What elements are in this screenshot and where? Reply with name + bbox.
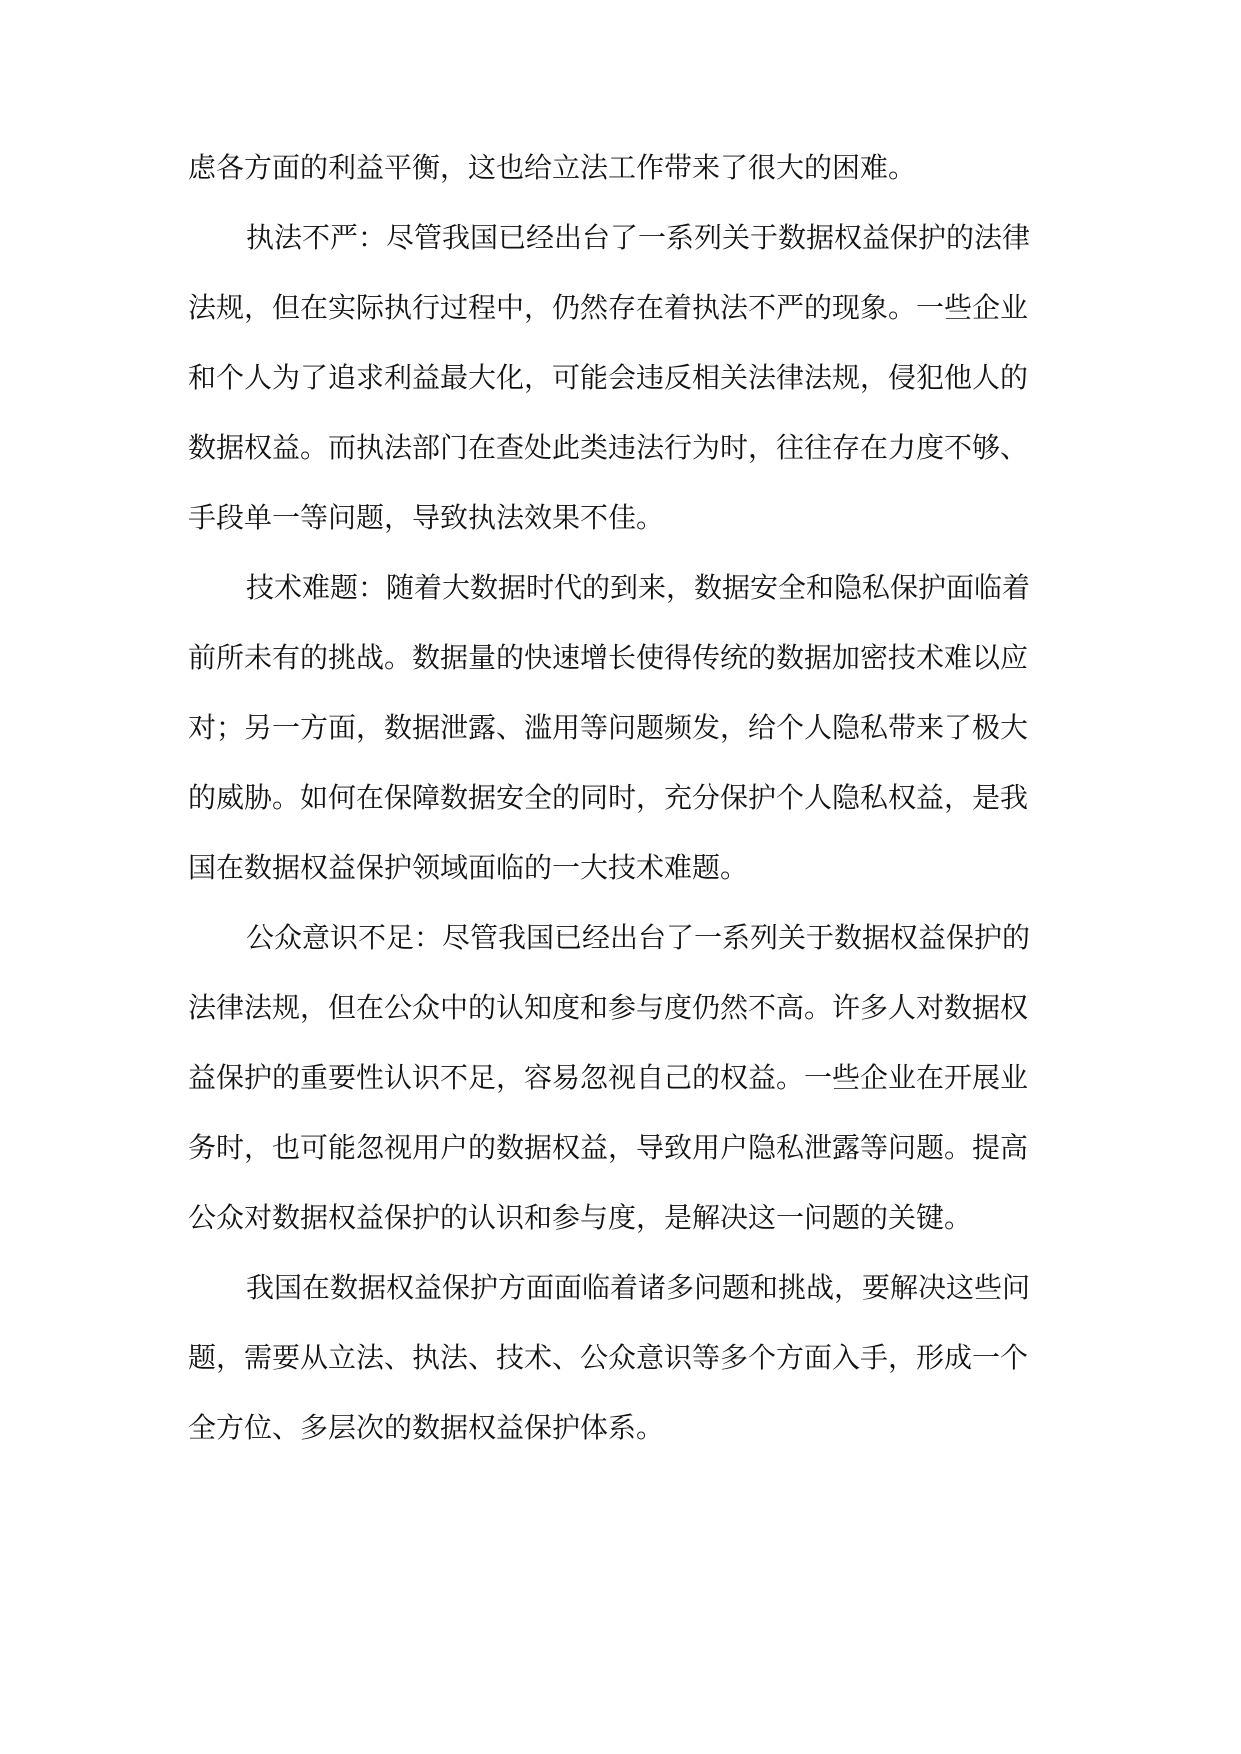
text-line: 国在数据权益保护领域面临的一大技术难题。 [188,851,749,884]
text-line: 手段单一等问题，导致执法效果不佳。 [188,501,665,534]
text-line: 虑各方面的利益平衡，这也给立法工作带来了很大的困难。 [188,151,917,184]
text-line: 益保护的重要性认识不足，容易忽视自己的权益。一些企业在开展业 [188,1061,1029,1094]
text-line: 法律法规，但在公众中的认知度和参与度仍然不高。许多人对数据权 [188,991,1029,1024]
paragraph-first-line: 执法不严：尽管我国已经出台了一系列关于数据权益保护的法律 [246,221,1031,254]
text-line: 和个人为了追求利益最大化，可能会违反相关法律法规，侵犯他人的 [188,361,1029,394]
paragraph-first-line: 我国在数据权益保护方面面临着诸多问题和挑战，要解决这些问 [246,1271,1031,1304]
text-line: 前所未有的挑战。数据量的快速增长使得传统的数据加密技术难以应 [188,641,1029,674]
text-line: 数据权益。而执法部门在查处此类违法行为时，往往存在力度不够、 [188,431,1029,464]
text-line: 对；另一方面，数据泄露、滥用等问题频发，给个人隐私带来了极大 [188,711,1029,744]
text-line: 全方位、多层次的数据权益保护体系。 [188,1411,665,1444]
paragraph-first-line: 技术难题：随着大数据时代的到来，数据安全和隐私保护面临着 [246,571,1031,604]
text-line: 公众对数据权益保护的认识和参与度，是解决这一问题的关键。 [188,1201,973,1234]
text-line: 法规，但在实际执行过程中，仍然存在着执法不严的现象。一些企业 [188,291,1029,324]
paragraph-first-line: 公众意识不足：尽管我国已经出台了一系列关于数据权益保护的 [246,921,1031,954]
text-line: 务时，也可能忽视用户的数据权益，导致用户隐私泄露等问题。提高 [188,1131,1029,1164]
text-line: 题，需要从立法、执法、技术、公众意识等多个方面入手，形成一个 [188,1341,1029,1374]
text-line: 的威胁。如何在保障数据安全的同时，充分保护个人隐私权益，是我 [188,781,1029,814]
